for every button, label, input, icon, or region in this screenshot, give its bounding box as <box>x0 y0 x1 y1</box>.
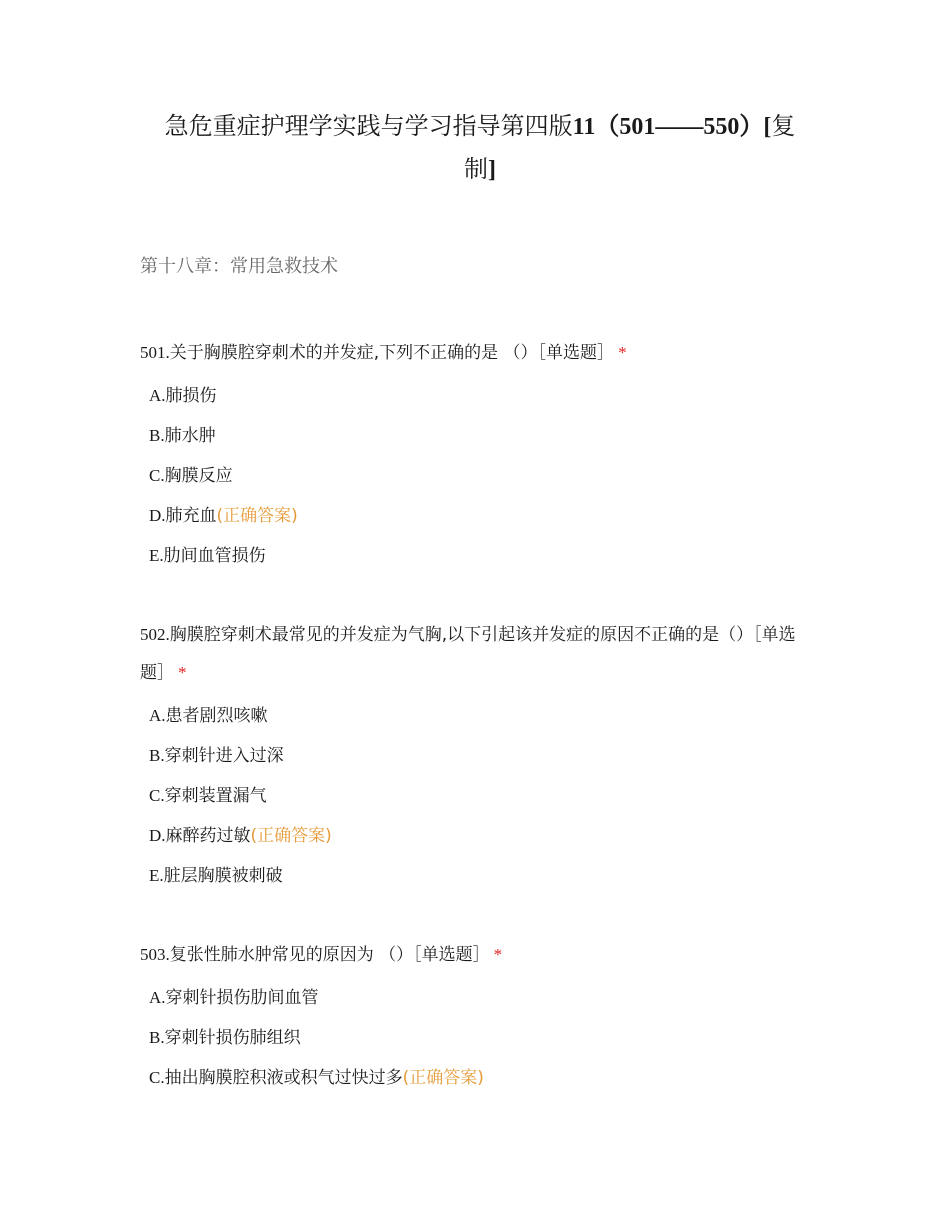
question-text <box>140 334 800 372</box>
option-b <box>140 416 800 456</box>
option-d <box>140 496 800 536</box>
option-letter: C. <box>149 786 165 805</box>
option-c <box>140 776 800 816</box>
option-text: 肺水肿 <box>164 426 216 446</box>
page-title <box>140 106 820 192</box>
option-d <box>140 816 800 856</box>
required-mark: * <box>178 663 187 682</box>
option-letter: C. <box>149 1068 165 1087</box>
question-text <box>140 936 800 974</box>
question-503 <box>140 936 800 1098</box>
chapter-heading: 第十八章：常用急救技术 <box>140 256 338 277</box>
option-letter: B. <box>149 1028 165 1047</box>
question-stem: 复张性肺水肿常见的原因为 （）［单选题］ <box>169 945 490 965</box>
option-c <box>140 1058 800 1098</box>
option-text: 穿刺针损伤肋间血管 <box>165 988 319 1008</box>
option-e <box>140 856 800 896</box>
correct-answer-label: (正确答案) <box>402 1068 484 1088</box>
option-text: 穿刺针损伤肺组织 <box>164 1028 301 1048</box>
option-a <box>140 978 800 1018</box>
option-letter: A. <box>149 706 166 725</box>
option-letter: B. <box>149 426 165 445</box>
title-prefix: 急危重症护理学实践与学习指导第四版 <box>164 114 573 140</box>
question-stem: 关于胸膜腔穿刺术的并发症,下列不正确的是 （）［单选题］ <box>169 343 615 363</box>
title-middle: 复 <box>771 114 796 140</box>
question-502 <box>140 616 800 896</box>
option-letter: C. <box>149 466 165 485</box>
option-c <box>140 456 800 496</box>
required-mark: * <box>493 945 503 964</box>
question-stem: 胸膜腔穿刺术最常见的并发症为气胸,以下引起该并发症的原因不正确的是（）［单选题］ <box>140 625 796 683</box>
option-text: 穿刺装置漏气 <box>164 786 267 806</box>
option-text: 胸膜反应 <box>164 466 233 486</box>
option-b <box>140 1018 800 1058</box>
question-501 <box>140 334 800 576</box>
option-text: 肋间血管损伤 <box>163 546 266 566</box>
title-close: ] <box>488 157 496 183</box>
option-text: 肺损伤 <box>165 386 217 406</box>
option-b <box>140 736 800 776</box>
question-number: 501. <box>140 343 170 362</box>
correct-answer-label: (正确答案) <box>216 506 298 526</box>
option-letter: A. <box>149 988 166 1007</box>
question-number: 503. <box>140 945 170 964</box>
title-line2: 制 <box>464 157 488 183</box>
option-letter: E. <box>149 546 164 565</box>
option-text: 麻醉药过敏 <box>165 826 251 846</box>
option-letter: D. <box>149 506 166 525</box>
option-a <box>140 696 800 736</box>
question-number: 502. <box>140 625 170 644</box>
title-range: 11（501——550）[ <box>572 114 772 140</box>
option-letter: D. <box>149 826 166 845</box>
option-text: 穿刺针进入过深 <box>164 746 284 766</box>
option-text: 抽出胸膜腔积液或积气过快过多 <box>164 1068 403 1088</box>
option-text: 患者剧烈咳嗽 <box>165 706 268 726</box>
question-text <box>140 616 800 692</box>
option-text: 肺充血 <box>165 506 217 526</box>
correct-answer-label: (正确答案) <box>250 826 332 846</box>
option-letter: E. <box>149 866 164 885</box>
option-text: 脏层胸膜被刺破 <box>163 866 283 886</box>
option-a <box>140 376 800 416</box>
option-e <box>140 536 800 576</box>
option-letter: A. <box>149 386 166 405</box>
required-mark: * <box>618 343 627 362</box>
option-letter: B. <box>149 746 165 765</box>
